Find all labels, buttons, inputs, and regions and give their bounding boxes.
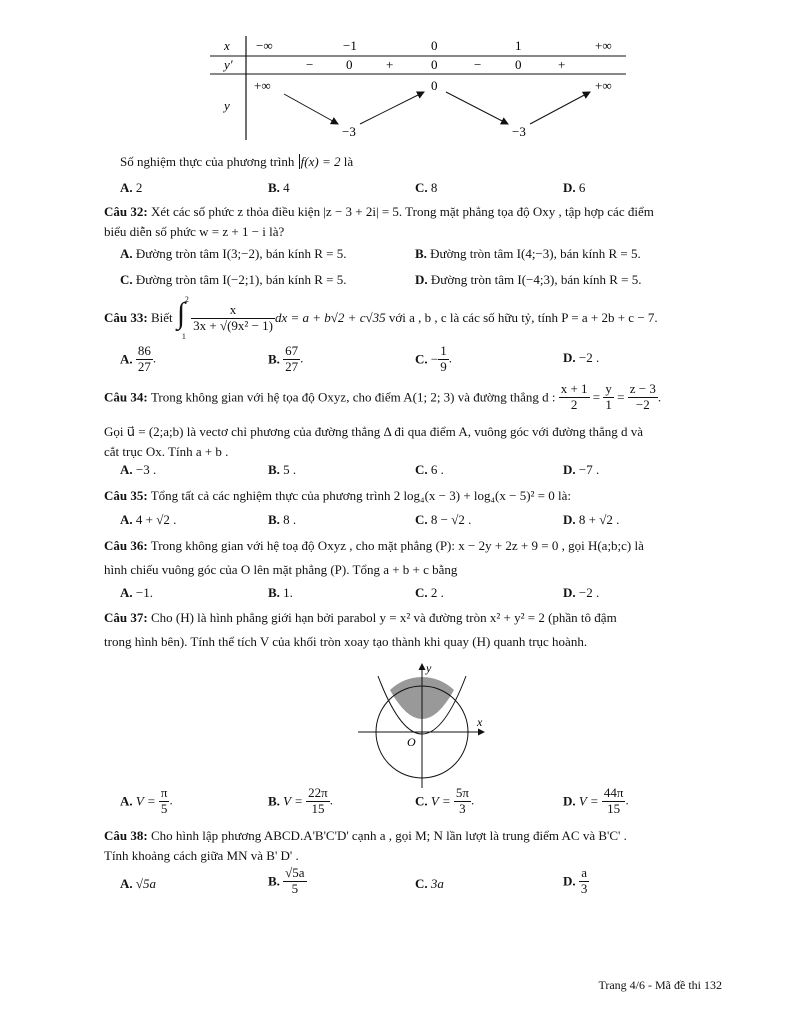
q38-option-d[interactable]: D. $\frac{a}{3}$	[563, 865, 588, 896]
q37-option-b[interactable]: B. V = $\frac{22\pi}{15}$ .	[268, 785, 333, 816]
q38-option-a[interactable]: A. √5a	[120, 876, 157, 891]
x-value: 1	[515, 38, 522, 53]
question-label: Câu 36:	[104, 538, 148, 553]
q33-option-a[interactable]: A. $\frac{86}{27}$ .	[120, 343, 157, 374]
x-value: −∞	[256, 38, 273, 53]
q37-figure	[350, 660, 490, 790]
q37-line-2: trong hình bên). Tính thể tích V của khối tròn xoay tạo thành khi quay (H) quanh trục hoành.	[104, 634, 588, 649]
q36-line-1: Câu 36: Trong không gian với hệ toạ độ Oxyz , cho mặt phẳng (P): x − 2y + 2z + 9 = 0 , gọi H(a;b;c) là	[104, 538, 644, 553]
q31-stem: Số nghiệm thực của phương trình f(x) = 2 là	[120, 154, 354, 169]
y-value: −3	[512, 124, 526, 139]
q34-option-c[interactable]: C. 6 .	[415, 462, 444, 477]
question-label: Câu 32:	[104, 204, 148, 219]
y-value: +∞	[595, 78, 612, 93]
origin-label: O	[407, 735, 416, 749]
q33-option-d[interactable]: D. −2 .	[563, 350, 600, 365]
q34-line-1: Câu 34: Trong không gian với hệ tọa độ Oxyz, cho điểm A(1; 2; 3) và đường thẳng d : $\frac{x + 1}{2}$ = $\frac{y}{1}$ = $\frac{z - 3}{-2}$ .	[104, 381, 662, 412]
q32-option-d[interactable]: D. Đường tròn tâm I(−4;3), bán kính R = 5.	[415, 272, 642, 287]
q33-option-c[interactable]: C. − $\frac{1}{9}$ .	[415, 343, 452, 374]
q32-line-2: biểu diễn số phức w = z + 1 − i là?	[104, 224, 285, 239]
q33-option-b[interactable]: B. $\frac{67}{27}$ .	[268, 343, 304, 374]
integral-sign: ∫ 2 1	[176, 295, 189, 341]
q37-option-d[interactable]: D. V = $\frac{44\pi}{15}$ .	[563, 785, 629, 816]
q32-option-c[interactable]: C. Đường tròn tâm I(−2;1), bán kính R = 5.	[120, 272, 347, 287]
question-label: Câu 38:	[104, 828, 148, 843]
q34-option-d[interactable]: D. −7 .	[563, 462, 600, 477]
page-footer: Trang 4/6 - Mã đề thi 132	[598, 978, 722, 992]
q37-option-a[interactable]: A. V = $\frac{\pi}{5}$ .	[120, 785, 173, 816]
x-value: −1	[343, 38, 357, 53]
x-value: 0	[431, 38, 438, 53]
q36-option-a[interactable]: A. −1.	[120, 585, 153, 600]
q38-line-1: Câu 38: Cho hình lập phương ABCD.A'B'C'D' cạnh a , gọi M; N lần lượt là trung điểm AC và B'C' .	[104, 828, 627, 843]
q34-option-b[interactable]: B. 5 .	[268, 462, 297, 477]
y-axis-label: y	[426, 661, 432, 675]
q34-option-a[interactable]: A. −3 .	[120, 462, 157, 477]
sign: +	[386, 57, 394, 72]
sign: 0	[515, 57, 522, 72]
question-label: Câu 37:	[104, 610, 148, 625]
q36-option-c[interactable]: C. 2 .	[415, 585, 444, 600]
q38-option-c[interactable]: C. 3a	[415, 876, 444, 891]
q31-option-d[interactable]: D. 6	[563, 180, 586, 195]
q36-line-2: hình chiếu vuông góc của O lên mặt phẳng (P). Tổng a + b + c bằng	[104, 562, 458, 577]
q35-stem: Câu 35: Tổng tất cả các nghiệm thực của phương trình 2 log₄(x − 3) + log₄(x − 5)² = 0 là:	[104, 488, 572, 503]
variation-table	[210, 36, 630, 142]
question-label: Câu 34:	[104, 389, 148, 405]
q36-option-b[interactable]: B. 1.	[268, 585, 293, 600]
y-value: −3	[342, 124, 356, 139]
sign: −	[474, 57, 482, 72]
increase-arrow	[530, 92, 590, 124]
q31-option-b[interactable]: B. 4	[268, 180, 290, 195]
q32-option-b[interactable]: B. Đường tròn tâm I(4;−3), bán kính R = 5.	[415, 246, 641, 261]
x-value: +∞	[595, 38, 612, 53]
x-axis-label: x	[477, 715, 483, 729]
row-label-y: y	[224, 98, 230, 113]
q33-stem: Câu 33: Biết ∫ 2 1 $\frac{x}{\text{3x + √(9x² − 1)}}$ dx = a + b√2 + c√35 với a , b , c là các số hữu tỷ, tính P = a + 2b + c − 7.	[104, 295, 658, 341]
q37-option-c[interactable]: C. V = $\frac{5\pi}{3}$ .	[415, 785, 475, 816]
q35-option-c[interactable]: C. 8 − √2 .	[415, 512, 472, 527]
q37-line-1: Câu 37: Cho (H) là hình phẳng giới hạn bởi parabol y = x² và đường tròn x² + y² = 2 (phần tô đậm	[104, 610, 617, 625]
q31-equation: f(x) = 2	[300, 154, 341, 169]
sign: 0	[431, 57, 438, 72]
q33-integrand: $\frac{x}{\text{3x + √(9x² − 1)}}$	[193, 301, 273, 333]
question-label: Câu 35:	[104, 488, 148, 503]
q35-option-a[interactable]: A. 4 + √2 .	[120, 512, 177, 527]
decrease-arrow	[284, 94, 338, 124]
q34-line-2: Gọi u⃗ = (2;a;b) là vectơ chỉ phương của đường thẳng Δ đi qua điểm A, vuông góc với đường thẳng d và	[104, 424, 644, 439]
decrease-arrow	[446, 92, 508, 124]
q35-option-b[interactable]: B. 8 .	[268, 512, 297, 527]
q36-option-d[interactable]: D. −2 .	[563, 585, 600, 600]
sign: 0	[346, 57, 353, 72]
q38-option-b[interactable]: B. $\frac{√5a}{5}$	[268, 865, 305, 896]
q31-option-c[interactable]: C. 8	[415, 180, 438, 195]
q31-option-a[interactable]: A. 2	[120, 180, 143, 195]
sign: +	[558, 57, 566, 72]
sign: −	[306, 57, 314, 72]
increase-arrow	[360, 92, 424, 124]
q32-option-a[interactable]: A. Đường tròn tâm I(3;−2), bán kính R = 5.	[120, 246, 347, 261]
row-label-yprime: y′	[224, 57, 233, 72]
q34-line-3: cắt trục Ox. Tính a + b .	[104, 444, 229, 459]
y-value: +∞	[254, 78, 271, 93]
q38-line-2: Tính khoảng cách giữa MN và B' D' .	[104, 848, 299, 863]
q35-option-d[interactable]: D. 8 + √2 .	[563, 512, 620, 527]
row-label-x: x	[224, 38, 230, 53]
q32-line-1: Câu 32: Xét các số phức z thỏa điều kiện |z − 3 + 2i| = 5. Trong mặt phẳng tọa độ Oxy , tập hợp các điểm	[104, 204, 654, 219]
question-label: Câu 33:	[104, 310, 148, 326]
y-value: 0	[431, 78, 438, 93]
